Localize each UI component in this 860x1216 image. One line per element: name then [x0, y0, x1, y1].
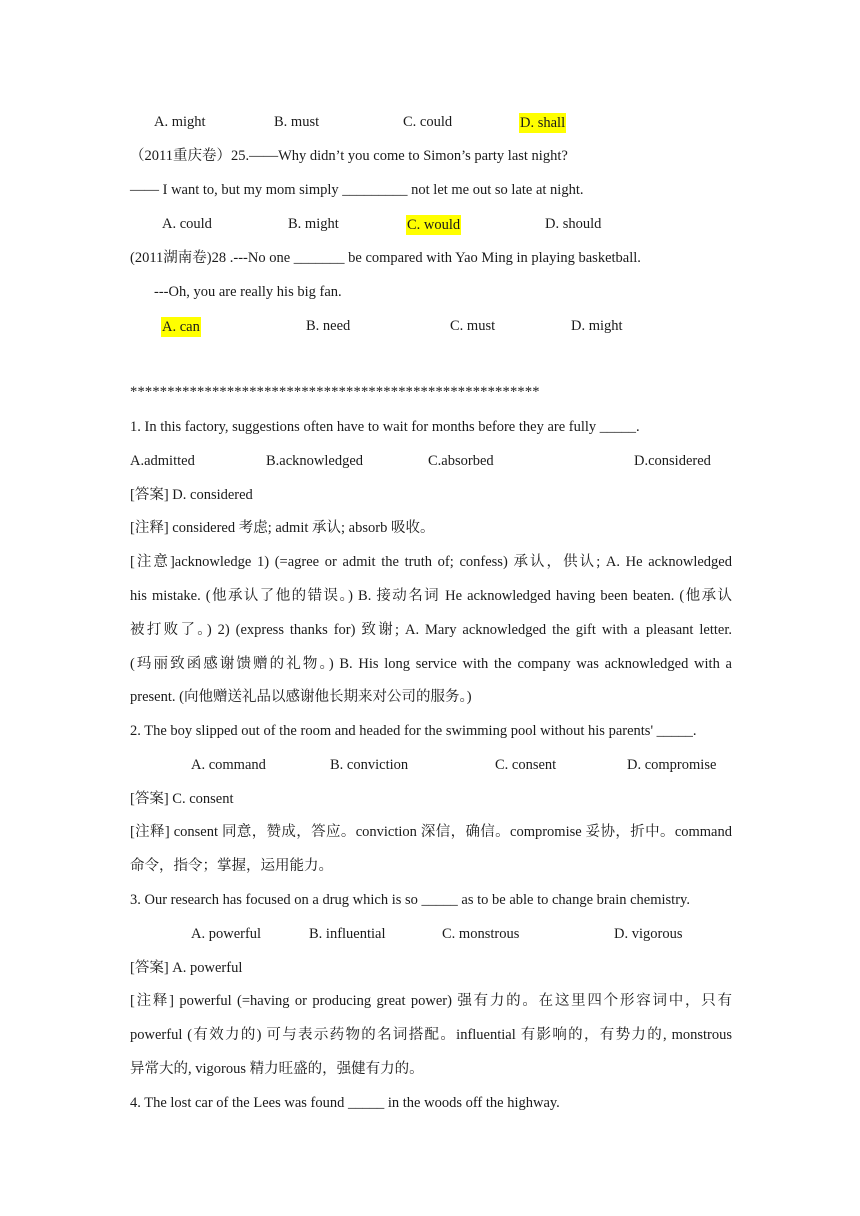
- q25-option-a: A. could: [162, 216, 212, 232]
- item1-option-d: D.considered: [634, 453, 711, 469]
- q24-option-a: A. might: [154, 114, 206, 130]
- item2-note-line1: [注释] consent 同意，赞成，答应。conviction 深信，确信。compromise 妥协，折中。command: [130, 824, 732, 840]
- q28-option-d: D. might: [571, 318, 623, 334]
- q25-reply: —— I want to, but my mom simply _________ not let me out so late at night.: [130, 182, 584, 198]
- item2-option-a: A. command: [191, 757, 266, 773]
- item2-option-d: D. compromise: [627, 757, 717, 773]
- item3-option-c: C. monstrous: [442, 926, 520, 942]
- q25-option-c-highlighted: C. would: [407, 217, 461, 233]
- item3-note-line1: [注释] powerful (=having or producing great power) 强有力的。在这里四个形容词中，只有: [130, 993, 732, 1009]
- item3-question: 3. Our research has focused on a drug which is so _____ as to be able to change brain chemistry.: [130, 892, 690, 908]
- item3-option-d: D. vigorous: [614, 926, 683, 942]
- q24-option-c: C. could: [403, 114, 453, 130]
- item1-answer: [答案] D. considered: [130, 487, 253, 503]
- item1-note: [注释] considered 考虑; admit 承认; absorb 吸收。: [130, 520, 435, 536]
- q28-reply: ---Oh, you are really his big fan.: [154, 284, 342, 300]
- q28-stem: (2011湖南卷)28 .---No one _______ be compared with Yao Ming in playing basketball.: [130, 250, 641, 266]
- q25-stem: （2011重庆卷）25.——Why didn’t you come to Simon’s party last night?: [130, 148, 568, 164]
- item2-note-line2: 命令，指令；掌握，运用能力。: [130, 858, 333, 874]
- item3-option-a: A. powerful: [191, 926, 262, 942]
- item1-option-c: C.absorbed: [428, 453, 494, 469]
- item1-option-a: A.admitted: [130, 453, 195, 469]
- q28-option-b: B. need: [306, 318, 351, 334]
- item3-answer: [答案] A. powerful: [130, 960, 243, 976]
- item1-caution-line2: his mistake. (他承认了他的错误。) B. 接动名词 He acknowledged having been beaten. (他承认: [130, 588, 732, 604]
- q28-option-c: C. must: [450, 318, 496, 334]
- item2-option-c: C. consent: [495, 757, 557, 773]
- item1-option-b: B.acknowledged: [266, 453, 364, 469]
- item1-caution-line5: present. (向他赠送礼品以感谢他长期来对公司的服务。): [130, 689, 472, 705]
- asterisk-divider: *******************************************************: [130, 384, 540, 400]
- item1-caution-line3: 被打败了。) 2) (express thanks for) 致谢; A. Mary acknowledged the gift with a pleasant letter.: [130, 622, 732, 638]
- q25-option-d: D. should: [545, 216, 602, 232]
- item3-option-b: B. influential: [309, 926, 386, 942]
- item2-question: 2. The boy slipped out of the room and headed for the swimming pool without his parents' _____.: [130, 723, 697, 739]
- q28-option-a-highlighted: A. can: [162, 319, 200, 335]
- item4-question: 4. The lost car of the Lees was found _____ in the woods off the highway.: [130, 1095, 560, 1111]
- item2-answer: [答案] C. consent: [130, 791, 234, 807]
- item3-note-line3: 异常大的, vigorous 精力旺盛的，强健有力的。: [130, 1061, 424, 1077]
- item1-caution-line4: (玛丽致函感谢馈赠的礼物。) B. His long service with the company was acknowledged with a: [130, 656, 732, 672]
- item3-note-line2: powerful (有效力的) 可与表示药物的名词搭配。influential 有影响的，有势力的, monstrous: [130, 1027, 732, 1043]
- q24-option-d-highlighted: D. shall: [520, 115, 566, 131]
- item2-option-b: B. conviction: [330, 757, 409, 773]
- q25-option-b: B. might: [288, 216, 339, 232]
- item1-caution-line1: [注意]acknowledge 1) (=agree or admit the truth of; confess) 承认，供认; A. He acknowledged: [130, 554, 732, 570]
- item1-question: 1. In this factory, suggestions often have to wait for months before they are fully _____.: [130, 419, 640, 435]
- q24-option-b: B. must: [274, 114, 320, 130]
